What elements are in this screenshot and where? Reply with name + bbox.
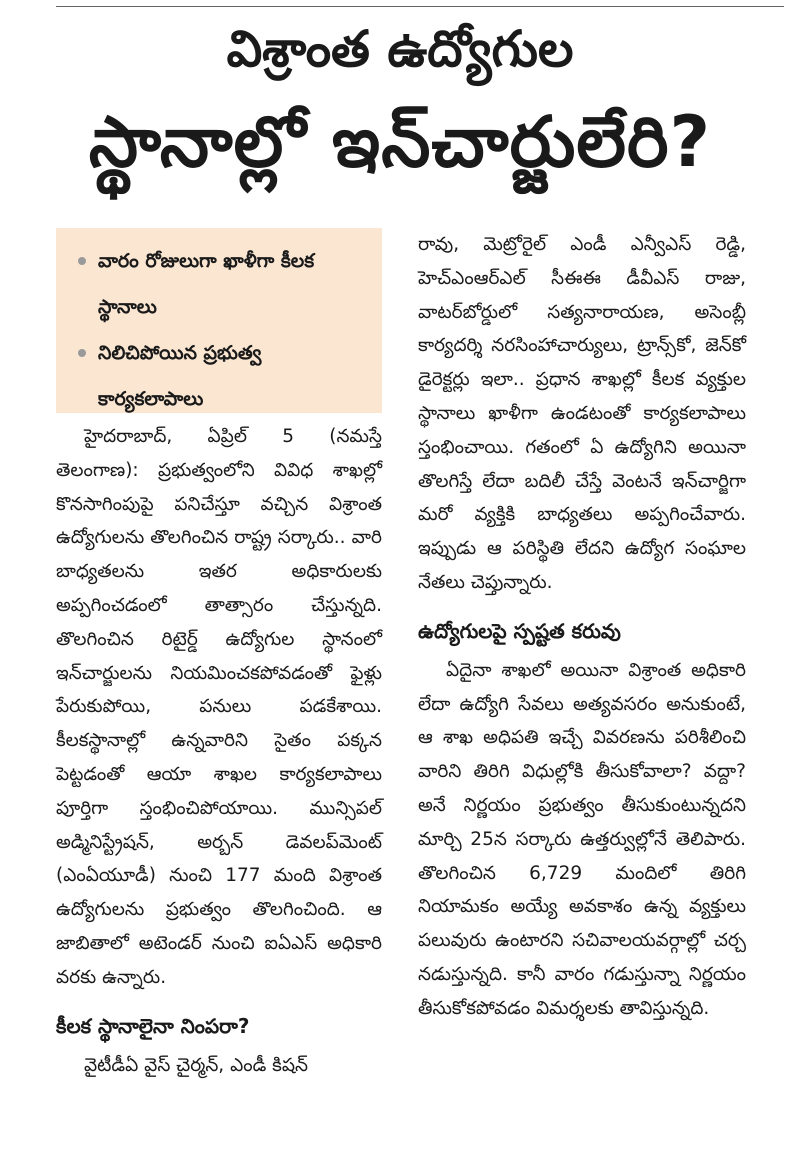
- highlight-item: [78, 238, 368, 330]
- article-paragraph: ఏదైనా శాఖలో అయినా విశ్రాంత అధికారి లేదా ఉద్యోగి సేవలు అత్యవసరం అనుకుంటే, ఆ శాఖ అధిపతి ఇచ్చే వివరణను పరిశీలించి వారిని తిరిగి విధుల్లోకి తీసుకోవాలా? వద్దా? అనే నిర్ణయం ప్రభుత్వం తీసుకుంటున్నదని మార్చి 25న సర్కారు ఉత్తర్వుల్లోనే తెలిపారు. తొలగించిన 6,729 మందిలో తిరిగి నియామకం అయ్యే అవకాశం ఉన్న వ్యక్తులు పలువురు ఉంటారని సచివాలయవర్గాల్లో చర్చ నడుస్తున్నది. కానీ వారం గడుస్తున్నా నిర్ణయం తీసుకోకపోవడం విమర్శలకు తావిస్తున్నది.: [418, 659, 746, 1019]
- headline-kicker: విశ్రాంత ఉద్యోగుల: [226, 20, 574, 78]
- subheading: కీలక స్థానాలైనా నింపరా?: [56, 1013, 250, 1038]
- article-paragraph: హైదరాబాద్, ఏప్రిల్ 5 (నమస్తే తెలంగాణ): ప్రభుత్వంలోని వివిధ శాఖల్లో కొనసాగింపుపై పనిచేస్తూ వచ్చిన విశ్రాంత ఉద్యోగులను తొలగించిన రాష్ట్ర సర్కారు.. వారి బాధ్యతలను ఇతర అధికారులకు అప్పగించడంలో తాత్సారం చేస్తున్నది. తొలగించిన రిటైర్డ్ ఉద్యోగుల స్థానంలో ఇన్‌చార్జులను నియమించకపోవడంతో ఫైళ్లు పేరుకుపోయి, పనులు పడకేశాయి. కీలకస్థానాల్లో ఉన్నవారిని సైతం పక్కన పెట్టడంతో ఆయా శాఖల కార్యకలాపాలు పూర్తిగా స్తంభించిపోయాయి. మున్సిపల్ అడ్మినిస్ట్రేషన్, అర్బన్ డెవలప్‌మెంట్ (ఎంఏయూడీ) నుంచి 177 మంది విశ్రాంత ఉద్యోగులను ప్రభుత్వం తొలగించింది. ఆ జాబితాలో అటెండర్ నుంచి ఐఏఎస్ అధికారి వరకు ఉన్నారు.: [56, 426, 382, 988]
- highlight-item: [78, 330, 368, 422]
- article-paragraph: వైటీడీఏ వైస్ చైర్మన్, ఎండీ కిషన్: [84, 1054, 309, 1076]
- top-rule: [56, 6, 784, 7]
- bullet-icon: [78, 257, 86, 265]
- headline-main: స్థానాల్లో ఇన్‌చార్జులేరి?: [88, 101, 712, 183]
- highlight-text: నిలిచిపోయిన ప్రభుత్వ కార్యకలాపాలు: [98, 342, 262, 410]
- bullet-icon: [78, 349, 86, 357]
- article-paragraph: రావు, మెట్రోరైల్ ఎండీ ఎన్వీఎస్ రెడ్డి, హెచ్‌ఎంఆర్‌ఎల్ సీఈఈ డీవీఎస్ రాజు, వాటర్‌బోర్డులో సత్యనారాయణ, అసెంబ్లీ కార్యదర్శి నరసింహాచార్యులు, ట్రాన్స్‌కో, జెన్‌కో డైరెక్టర్లు ఇలా.. ప్రధాన శాఖల్లో కీలక వ్యక్తుల స్థానాలు ఖాళీగా ఉండటంతో కార్యకలాపాలు స్తంభించాయి. గతంలో ఏ ఉద్యోగిని అయినా తొలగిస్తే లేదా బదిలీ చేస్తే వెంటనే ఇన్‌చార్జిగా మరో వ్యక్తికి బాధ్యతలు అప్పగించేవారు. ఇప్పుడు ఆ పరిస్థితి లేదని ఉద్యోగ సంఘాల నేతలు చెప్తున్నారు.: [418, 234, 746, 593]
- article-column-left: [56, 420, 382, 1082]
- article-column-right: [418, 228, 746, 1026]
- highlights-box: [56, 228, 382, 413]
- subheading: ఉద్యోగులపై స్పష్టత కరువు: [418, 618, 621, 643]
- highlight-text: వారం రోజులుగా ఖాళీగా కీలక స్థానాలు: [98, 250, 315, 318]
